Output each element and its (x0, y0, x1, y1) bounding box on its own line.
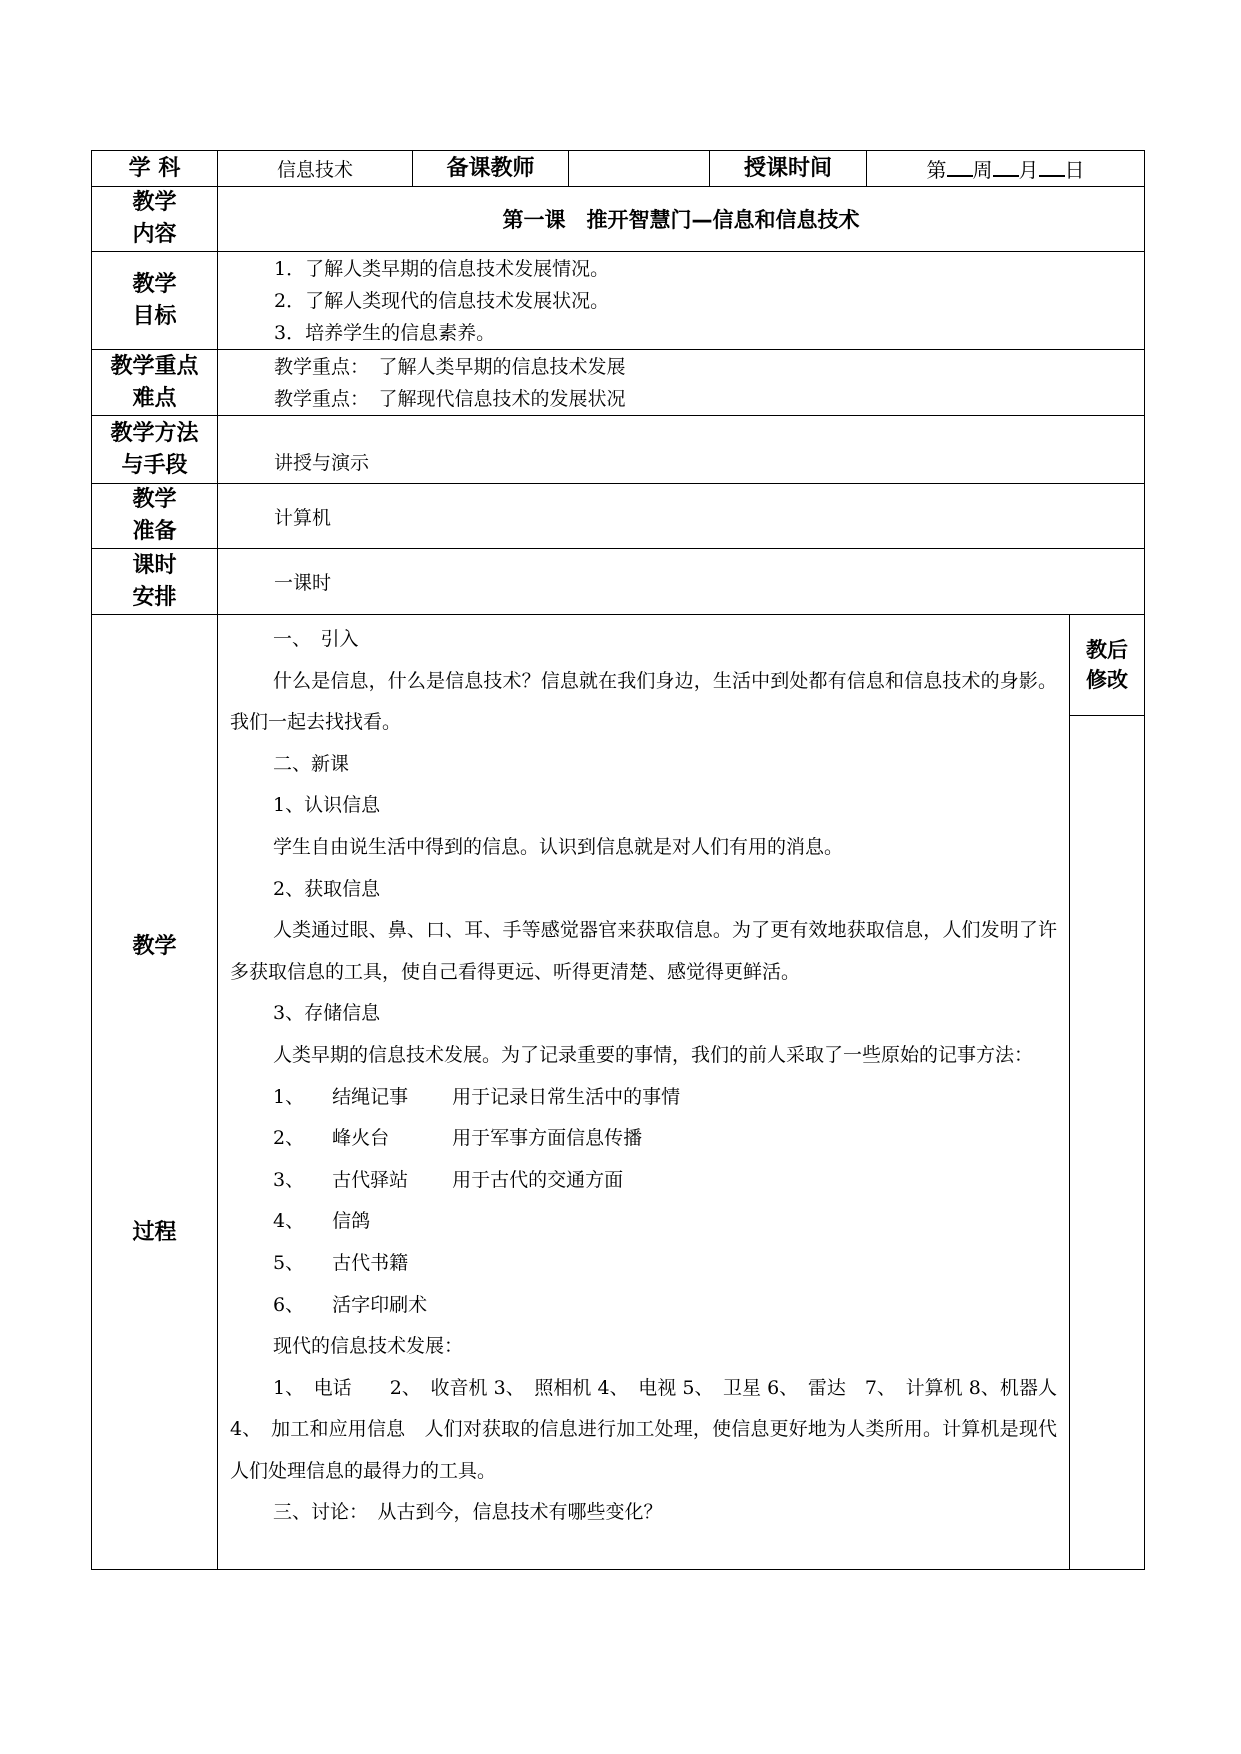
early-item (230, 1160, 1057, 1202)
focus-item: 教学重点： 了解现代信息技术的发展状况 (274, 387, 626, 410)
early-item-desc: 用于军事方面信息传播 (452, 1127, 643, 1150)
early-item-num: 4、 (273, 1210, 305, 1233)
schedule-label-line2: 安排 (132, 584, 177, 610)
teacher-label: 备课教师 (413, 151, 569, 187)
focus-row (92, 350, 1145, 416)
week-blank (947, 157, 973, 177)
early-item-name: 结绳记事 (332, 1085, 409, 1108)
goal-item: 3．培养学生的信息素养。 (274, 321, 496, 344)
month-blank (993, 157, 1019, 177)
process-body (218, 615, 1070, 1570)
prep-value: 计算机 (218, 484, 1145, 549)
goal-item: 1．了解人类早期的信息技术发展情况。 (274, 257, 610, 280)
schedule-value: 一课时 (218, 549, 1145, 615)
early-item-name: 峰火台 (332, 1127, 390, 1150)
content-label-line1: 教学 (132, 190, 177, 215)
prep-label (92, 484, 218, 549)
early-item-num: 1、 (273, 1085, 305, 1108)
time-label: 授课时间 (710, 151, 867, 187)
revision-column (1070, 615, 1145, 1570)
early-item (230, 1201, 1057, 1243)
prep-label-line2: 准备 (132, 519, 177, 544)
schedule-label-line1: 课时 (132, 552, 177, 578)
focus-list (218, 350, 1145, 416)
day-blank (1039, 157, 1065, 177)
lesson-title: 第一课 推开智慧门—信息和信息技术 (218, 187, 1145, 252)
early-item (230, 1243, 1057, 1285)
early-item-desc: 用于记录日常生活中的事情 (452, 1085, 681, 1108)
header-row (92, 151, 1145, 187)
focus-label-line1: 教学重点 (110, 353, 199, 379)
goals-label-line2: 目标 (132, 303, 177, 329)
process-label (92, 615, 218, 1570)
section-1-text: 学生自由说生活中得到的信息。认识到信息就是对人们有用的消息。 (273, 835, 844, 858)
subject-label: 学 科 (92, 151, 218, 187)
process-label-line2: 过程 (132, 1220, 177, 1245)
revision-label-line1: 教后 (1086, 638, 1128, 662)
date-yue: 月 (1018, 158, 1039, 182)
revision-header (1070, 615, 1144, 716)
discussion: 三、讨论： 从古到今，信息技术有哪些变化？ (273, 1501, 663, 1524)
date-field (867, 151, 1145, 187)
early-item (230, 1077, 1057, 1119)
early-item-num: 3、 (273, 1168, 305, 1191)
date-di: 第 (926, 158, 947, 182)
early-item-name: 古代书籍 (332, 1251, 409, 1274)
early-item-desc: 用于古代的交通方面 (452, 1168, 624, 1191)
content-label (92, 187, 218, 252)
date-ri: 日 (1064, 158, 1085, 182)
content-row (92, 187, 1145, 252)
new-heading: 二、新课 (273, 752, 350, 775)
content-label-line2: 内容 (132, 222, 177, 247)
section-2-text: 人类通过眼、鼻、口、耳、手等感觉器官来获取信息。为了更有效地获取信息，人们发明了许多获取信息的工具，使自己看得更远、听得更清楚、感觉得更鲜活。 (230, 919, 1057, 983)
method-label-line2: 与手段 (121, 452, 188, 478)
lesson-plan-table (91, 150, 1145, 1570)
process-label-line1: 教学 (132, 934, 177, 959)
goals-label-line1: 教学 (132, 271, 177, 297)
section-3-text: 人类早期的信息技术发展。为了记录重要的事情，我们的前人采取了一些原始的记事方法： (273, 1043, 1034, 1066)
early-item-num: 2、 (273, 1127, 305, 1150)
goals-row (92, 252, 1145, 350)
focus-label-line2: 难点 (132, 385, 177, 411)
early-item (230, 1285, 1057, 1327)
early-item-name: 活字印刷术 (332, 1293, 428, 1316)
section-3-heading: 3、存储信息 (273, 1002, 381, 1025)
method-label-line1: 教学方法 (110, 420, 199, 446)
early-item-num: 5、 (273, 1251, 305, 1274)
goal-item: 2．了解人类现代的信息技术发展状况。 (274, 289, 610, 312)
process-row (92, 615, 1145, 1570)
prep-row (92, 484, 1145, 549)
goals-list (218, 252, 1145, 350)
method-label (92, 416, 218, 484)
prep-label-line1: 教学 (132, 487, 177, 512)
modern-text: 1、 电话 2、 收音机 3、 照相机 4、 电视 5、 卫星 6、 雷达 7、 计算机 8、机器人 4、 加工和应用信息 人们对获取的信息进行加工处理，使信息更好地为人类所用。计算机是现代人们处理信息的最得力的工具。 (230, 1376, 1057, 1482)
goals-label (92, 252, 218, 350)
revision-label-line2: 修改 (1086, 668, 1128, 692)
early-item (230, 1118, 1057, 1160)
schedule-row (92, 549, 1145, 615)
method-value: 讲授与演示 (218, 416, 1145, 484)
focus-item: 教学重点： 了解人类早期的信息技术发展 (274, 355, 626, 378)
early-item-name: 信鸽 (332, 1210, 371, 1233)
intro-heading: 一、 引入 (273, 628, 359, 650)
early-item-num: 6、 (273, 1293, 305, 1316)
date-zhou: 周 (972, 158, 993, 182)
method-row (92, 416, 1145, 484)
section-2-heading: 2、获取信息 (273, 877, 381, 900)
schedule-label (92, 549, 218, 615)
teacher-value (569, 151, 710, 187)
focus-label (92, 350, 218, 416)
section-1-heading: 1、认识信息 (273, 794, 381, 817)
intro-text: 什么是信息，什么是信息技术？信息就在我们身边，生活中到处都有信息和信息技术的身影。我们一起去找找看。 (230, 669, 1057, 734)
early-item-name: 古代驿站 (332, 1168, 409, 1191)
subject-value: 信息技术 (218, 151, 413, 187)
modern-heading: 现代的信息技术发展： (273, 1335, 464, 1358)
